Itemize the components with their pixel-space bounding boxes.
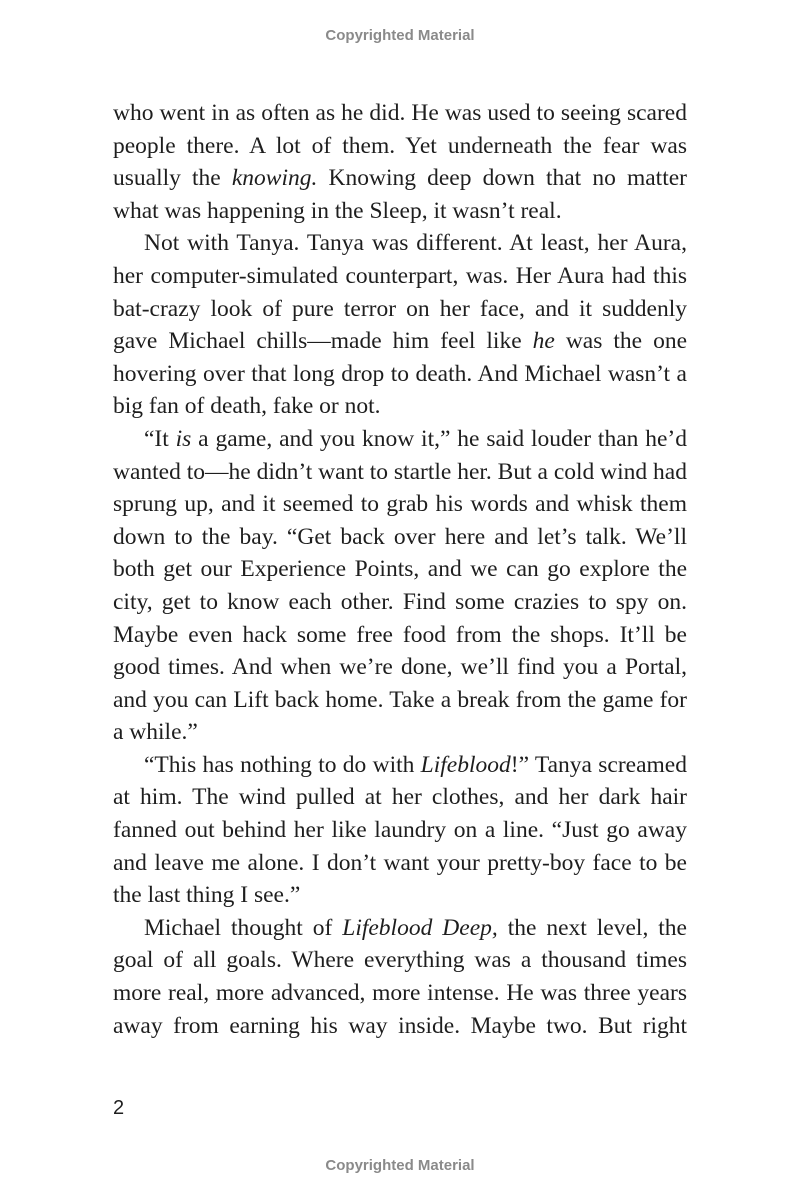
paragraph-text: Not with Tanya. Tanya was different. At least, her Aura, her computer-simulated counterpart, was. Her Aura had this bat-crazy look of pure terror on her face, and it suddenly gave Michael chills—made him feel like [113,230,687,355]
italic-text: knowing. [231,165,318,192]
paragraph-text: a game, and you know it,” he said louder than he’d wanted to—he didn’t want to startle her. But a cold wind had sprung up, and it seemed to grab his words and whisk them down to the bay. “Get back over here and let’s talk. We’ll both get our Experience Points, and we can go explore the city, get to know each other. Find some crazies to spy on. Maybe even hack some free food from the shops. It’ll be good times. And when we’re done, we’ll find you a Portal, and you can Lift back home. Take a break from the game for a while.” [113,425,687,746]
paragraph-text: !” Tanya screamed at him. The wind pulled at her clothes, and her dark hair fanned out behind her like laundry on a line. “Just go away and leave me alone. I don’t want your pretty-boy face to be the last thing I see.” [113,751,687,909]
page-number: 2 [113,1097,125,1119]
header-watermark: Copyrighted Material [325,27,475,44]
italic-text: Lifeblood Deep, [342,914,498,941]
paragraph-2 [113,227,687,423]
paragraph-3 [113,423,687,749]
paragraph-text: who went in as often as he did. He was used to seeing scared people there. A lot of them. Yet underneath the fear was usually the [113,100,687,192]
paragraph-4 [113,749,687,912]
paragraph-text: the next level, the goal of all goals. Where everything was a thousand times more real, more advanced, more intense. He was three years away from earning his way inside. Maybe two. But right [113,914,687,1039]
paragraph-text: “It [144,425,176,452]
paragraph-1 [113,97,687,227]
italic-text: is [175,425,192,452]
paragraph-5 [113,912,687,1042]
italic-text: Lifeblood [420,751,511,778]
body-text [113,97,687,1042]
italic-text: he [532,328,555,355]
paragraph-text: Knowing deep down that no matter what was happening in the Sleep, it wasn’t real. [113,165,687,224]
paragraph-text: “This has nothing to do with [144,751,421,778]
paragraph-text: was the one hovering over that long drop to death. And Michael wasn’t a big fan of death, fake or not. [113,328,687,420]
paragraph-text: Michael thought of [144,914,343,941]
footer-watermark: Copyrighted Material [325,1157,475,1174]
